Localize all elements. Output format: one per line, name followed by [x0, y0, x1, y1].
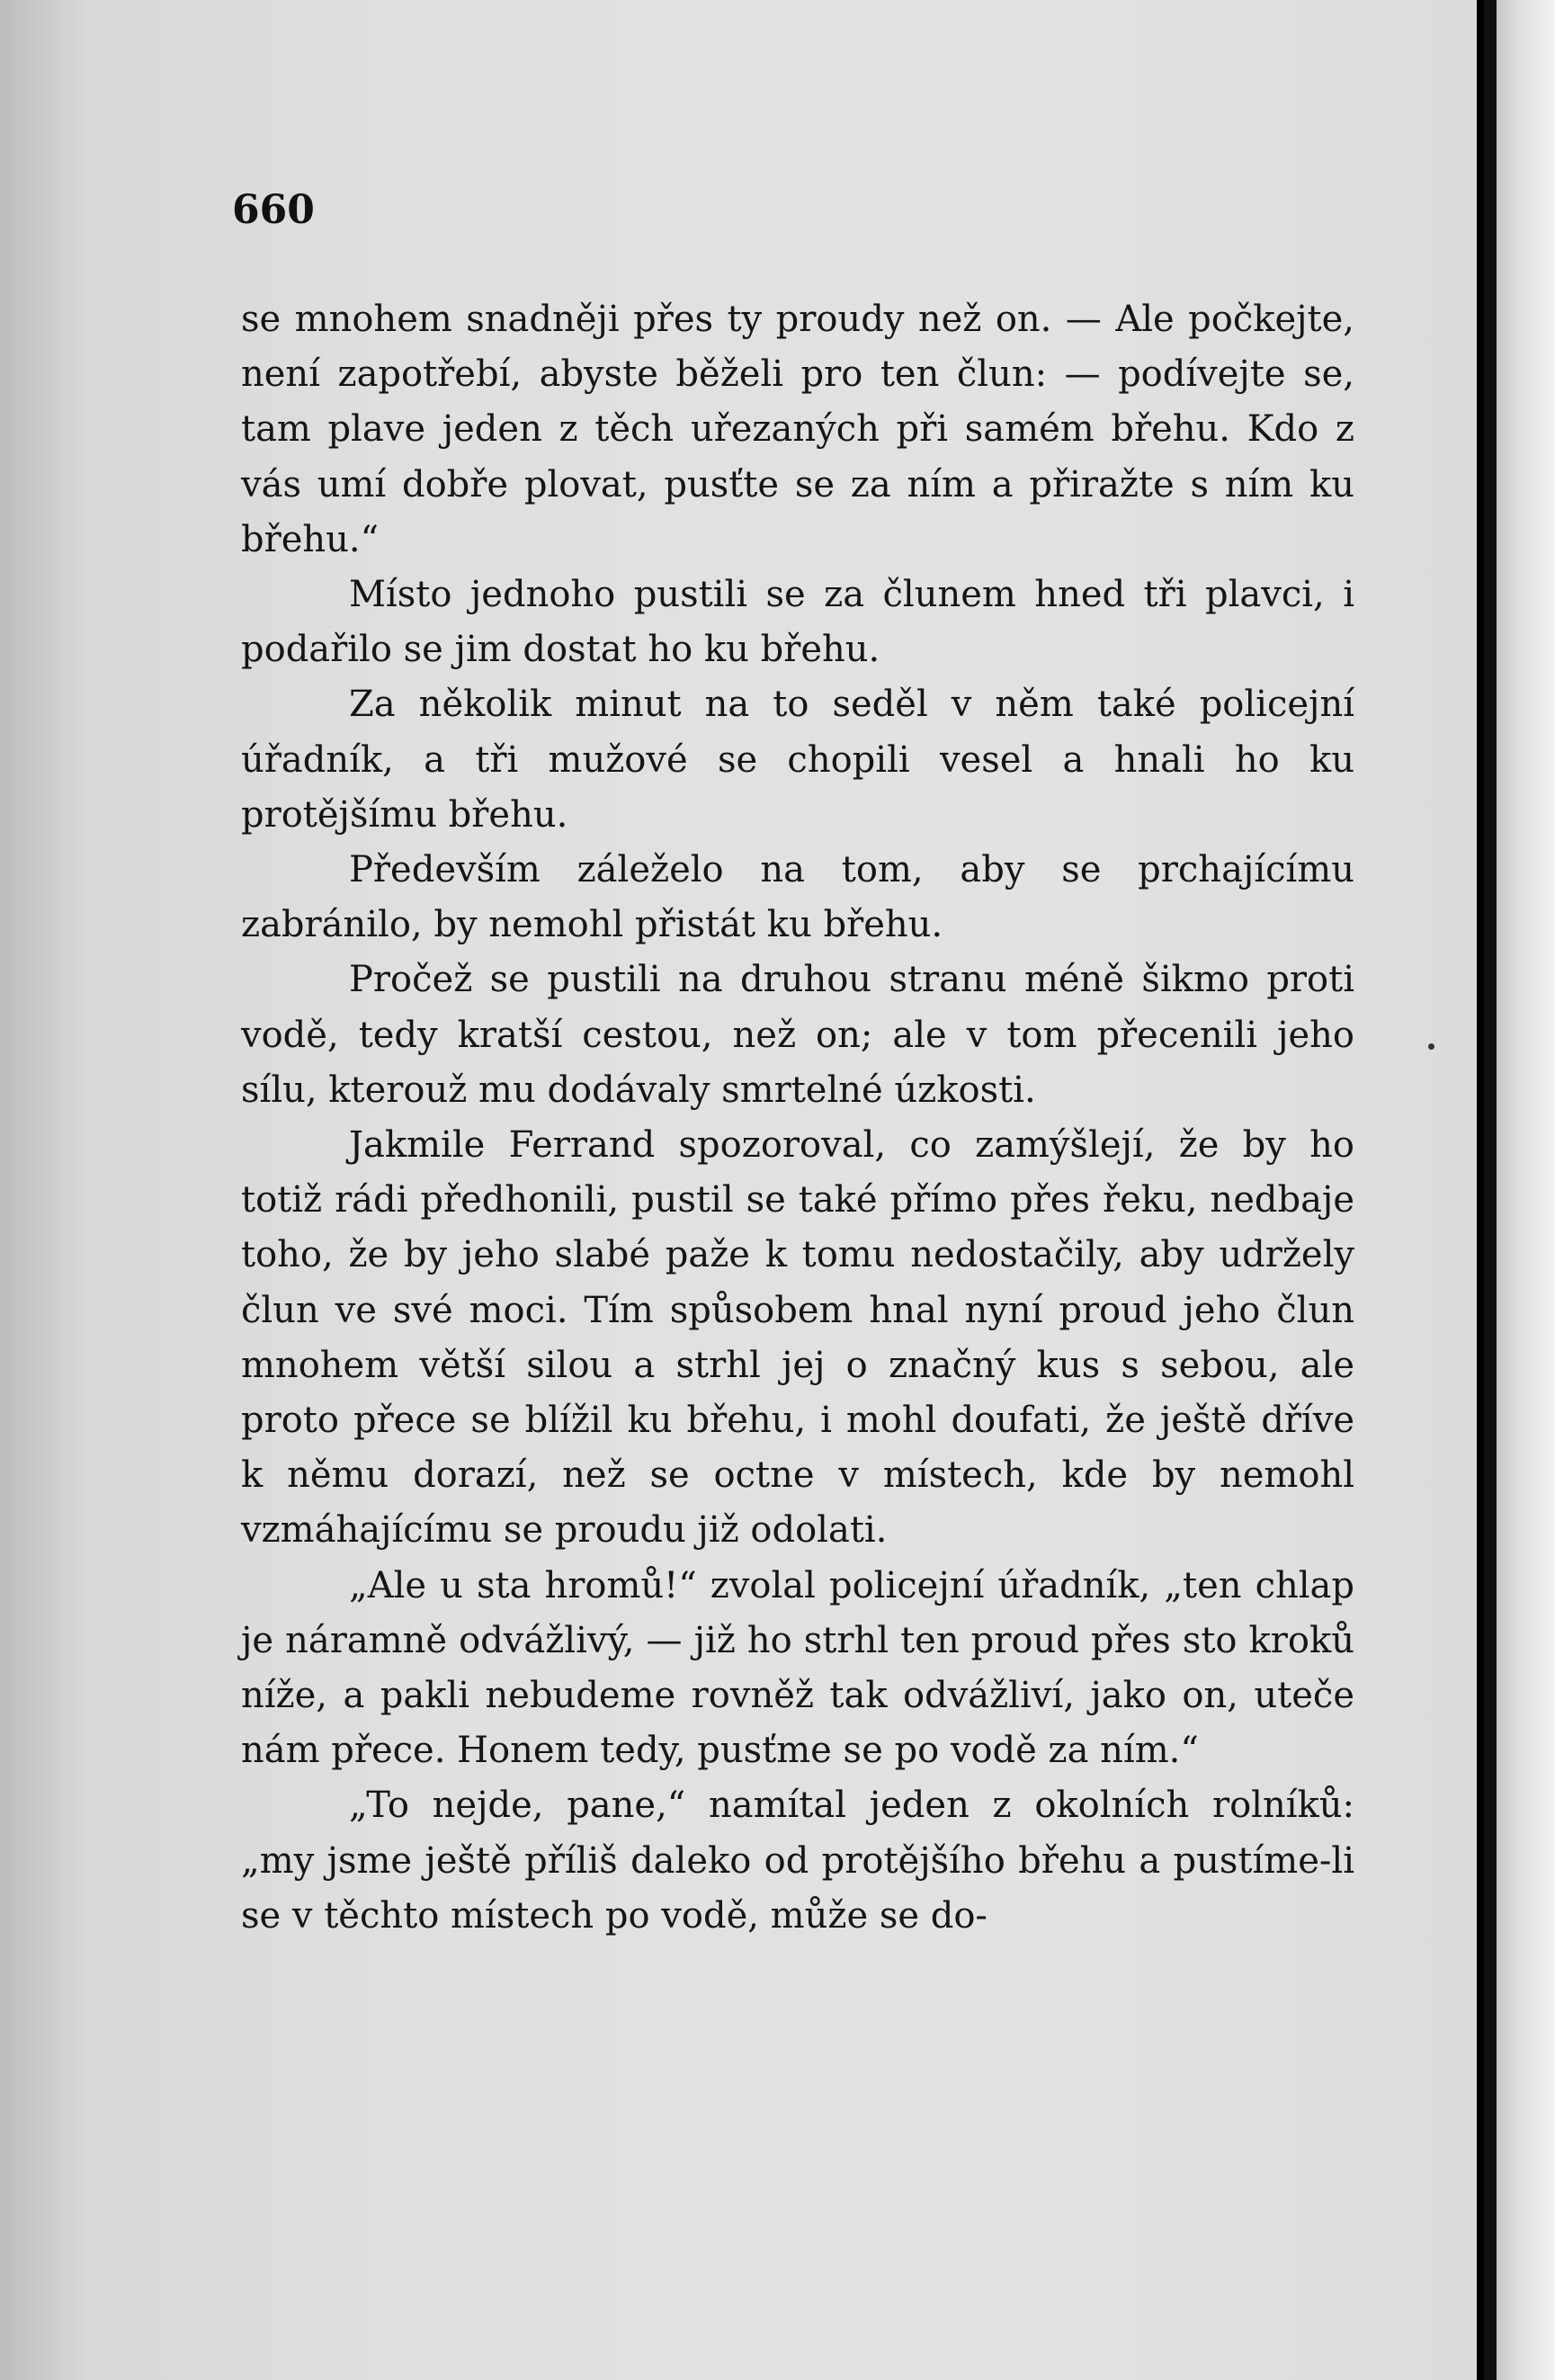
- page-number: 660: [232, 187, 315, 233]
- stray-mark: [1428, 1043, 1434, 1050]
- paragraph: Pročež se pustili na druhou stranu méně šikmo proti vodě, tedy kratší cestou, než on; ale v tom přecenili jeho sílu, kterouž mu dodávaly smrtelné úzkosti.: [241, 959, 1354, 1111]
- page-gutter-edge: [1484, 0, 1497, 2380]
- paragraph: „To nejde, pane,“ namítal jeden z okolních rolníků: „my jsme ještě příliš daleko od protějšího břehu a pustíme-li se v těchto místech po vodě, může se do-: [241, 1785, 1354, 1937]
- paragraph: „Ale u sta hromů!“ zvolal policejní úřadník, „ten chlap je náramně odvážlivý, — již ho strhl ten proud přes sto kroků níže, a pakli nebudeme rovněž tak odvážliví, jako on, uteče nám přece. Honem tedy, pusťme se po vodě za ním.“: [241, 1564, 1354, 1772]
- body-text: [241, 292, 1354, 1944]
- facing-page-edge: [1497, 0, 1555, 2380]
- paragraph: Místo jednoho pustili se za člunem hned tři plavci, i podařilo se jim dostat ho ku břehu.: [241, 574, 1354, 671]
- paragraph: Především záleželo na tom, aby se prchajícímu zabránilo, by nemohl přistát ku břehu.: [241, 849, 1354, 946]
- paragraph: Za několik minut na to seděl v něm také policejní úřadník, a tři mužové se chopili vesel a hnali ho ku protějšímu břehu.: [241, 684, 1354, 836]
- paragraph-continuation: se mnohem snadněji přes ty proudy než on. — Ale počkejte, není zapotřebí, abyste běželi pro ten člun: — podívejte se, tam plave jeden z těch uřezaných při samém břehu. Kdo z vás umí dobře plovat, pusťte se za ním a přiražte s ním ku břehu.“: [241, 299, 1354, 560]
- paragraph: Jakmile Ferrand spozoroval, co zamýšlejí, že by ho totiž rádi předhonili, pustil se také přímo přes řeku, nedbaje toho, že by jeho slabé paže k tomu nedostačily, aby udržely člun ve své moci. Tím spůsobem hnal nyní proud jeho člun mnohem větší silou a strhl jej o značný kus s sebou, ale proto přece se blížil ku břehu, i mohl doufati, že ještě dříve k němu dorazí, než se octne v místech, kde by nemohl vzmáhajícímu se proudu již odolati.: [241, 1124, 1354, 1552]
